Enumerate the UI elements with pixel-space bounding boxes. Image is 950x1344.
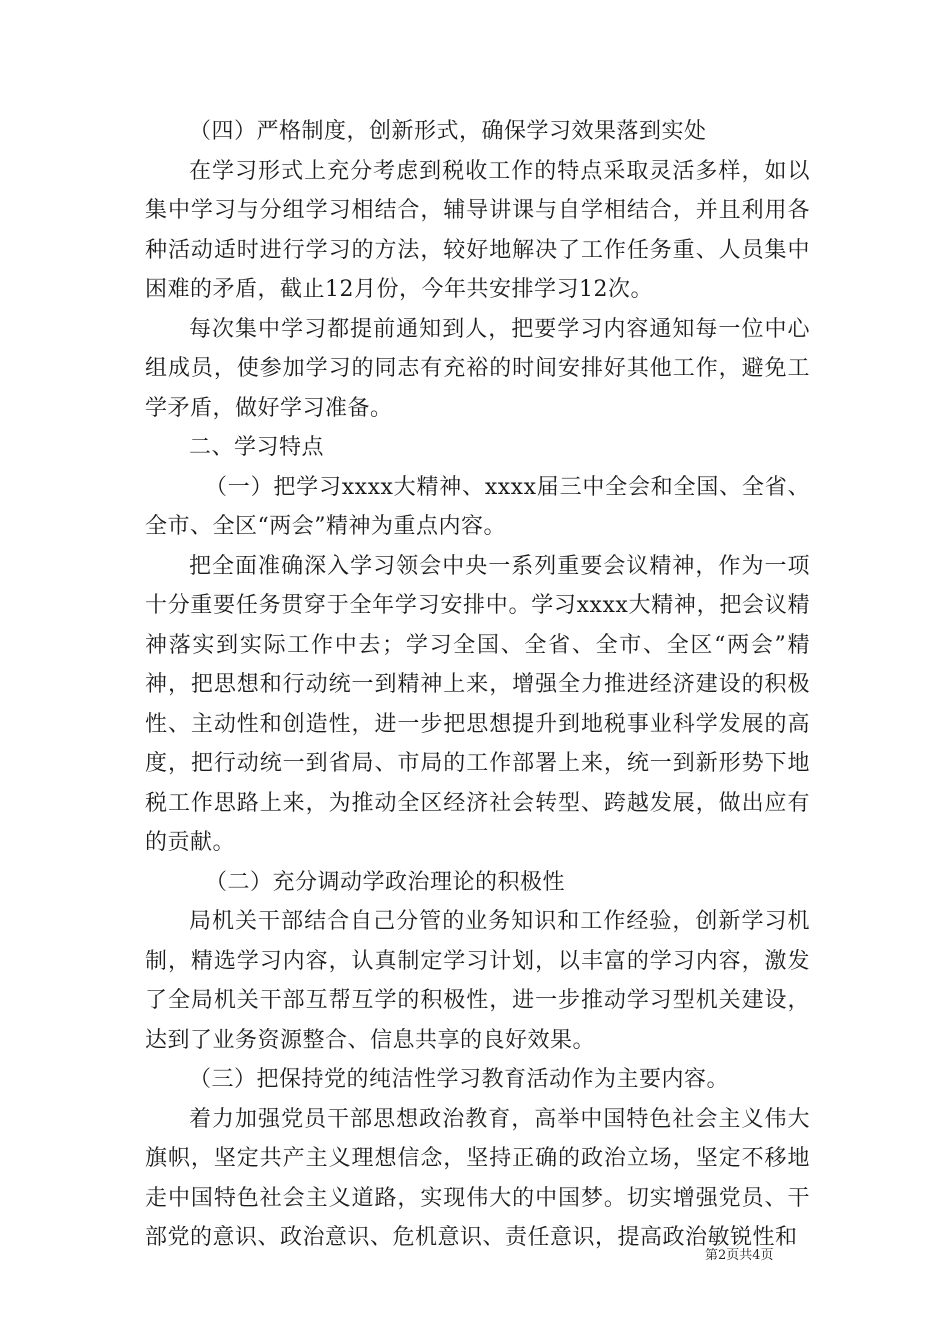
subsection-heading-3: （三）把保持党的纯洁性学习教育活动作为主要内容。 (189, 1067, 730, 1092)
subsection-heading-1: （一）把学习xxxx大精神、xxxx届三中全会和全国、全省、全市、全区“两会”精神为重点内容。 (145, 474, 810, 539)
paragraph-central-spirit: 把全面准确深入学习领会中央一系列重要会议精神，作为一项十分重要任务贯穿于全年学习安排中。学习xxxx大精神，把会议精神落实到实际工作中去；学习全国、全省、全市、全区“两会”精神，把思想和行动统一到精神上来，增强全力推进经济建设的积极性、主动性和创造性，进一步把思想提升到地税事业科学发展的高度，把行动统一到省局、市局的工作部署上来，统一到新形势下地税工作思路上来，为推动全区经济社会转型、跨越发展，做出应有的贡献。 (145, 553, 810, 855)
section-heading-4: （四）严格制度，创新形式，确保学习效果落到实处 (189, 119, 707, 144)
paragraph-notification: 每次集中学习都提前通知到人，把要学习内容通知每一位中心组成员，使参加学习的同志有充裕的时间安排好其他工作，避免工学矛盾，做好学习准备。 (145, 316, 810, 421)
subsection-heading-2: （二）充分调动学政治理论的积极性 (205, 869, 566, 895)
document-body (145, 112, 810, 1258)
paragraph-party-education: 着力加强党员干部思想政治教育，高举中国特色社会主义伟大旗帜，坚定共产主义理想信念，坚持正确的政治立场，坚定不移地走中国特色社会主义道路，实现伟大的中国梦。切实增强党员、干部党的意识、政治意识、危机意识、责任意识，提高政治敏锐性和 (145, 1106, 810, 1250)
paragraph-study-forms: 在学习形式上充分考虑到税收工作的特点采取灵活多样，如以集中学习与分组学习相结合，辅导讲课与自学相结合，并且利用各种活动适时进行学习的方法，较好地解决了工作任务重、人员集中困难的矛盾，截止12月份，今年共安排学习12次。 (145, 158, 810, 302)
paragraph-cadre-learning: 局机关干部结合自己分管的业务知识和工作经验，创新学习机制，精选学习内容，认真制定学习计划，以丰富的学习内容，激发了全局机关干部互帮互学的积极性，进一步推动学习型机关建设，达到了业务资源整合、信息共享的良好效果。 (145, 909, 810, 1053)
page-number: 第2页共4页 (705, 1248, 774, 1263)
section-heading-features: 二、学习特点 (189, 435, 325, 460)
